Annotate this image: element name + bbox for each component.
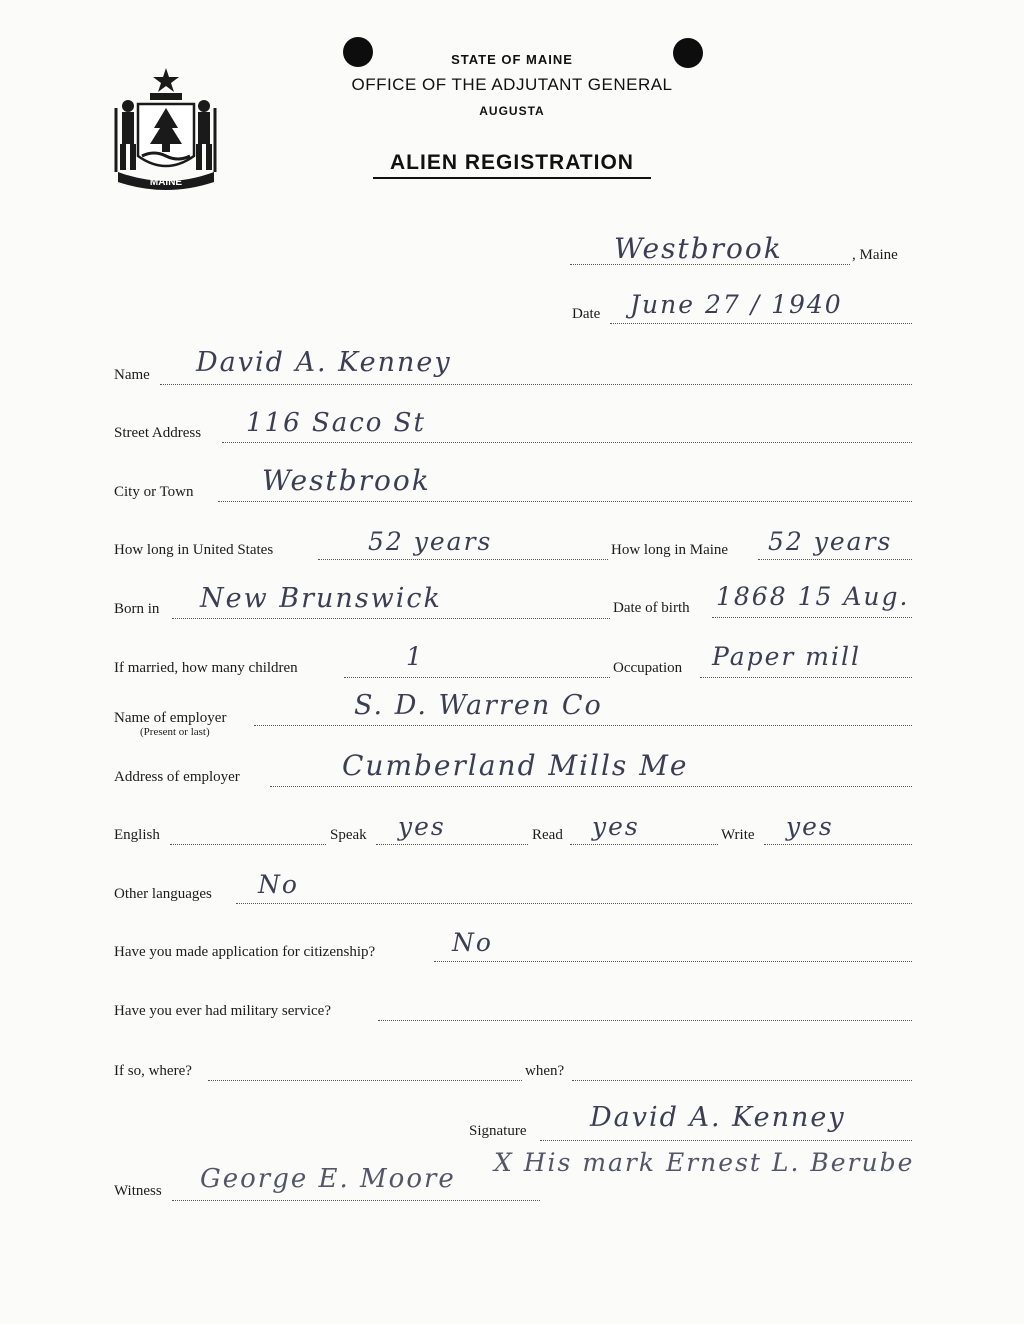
street-value: 116 Saco St [246, 408, 426, 438]
employer-sublabel: (Present or last) [140, 726, 210, 738]
citizenship-label: Have you made application for citizenship? [114, 944, 376, 960]
punch-hole-left [343, 37, 373, 67]
town-value: Westbrook [614, 232, 783, 265]
employer-address-value: Cumberland Mills Me [342, 749, 689, 782]
english-label: English [114, 827, 160, 843]
children-value: 1 [406, 642, 424, 671]
signature-value: David A. Kenney [590, 1102, 846, 1133]
employer-address-label: Address of employer [114, 769, 240, 785]
occupation-label: Occupation [613, 660, 683, 676]
dob-line [712, 616, 912, 618]
date-line [610, 322, 912, 324]
street-label: Street Address [114, 425, 202, 441]
maine-years-line [758, 558, 912, 560]
write-label: Write [721, 827, 755, 843]
page-title: ALIEN REGISTRATION [390, 151, 634, 174]
seal-banner-text: MAINE [149, 177, 183, 188]
dob-label: Date of birth [613, 600, 690, 616]
maine-years-value: 52 years [768, 527, 893, 556]
name-label: Name [114, 367, 150, 383]
occupation-value: Paper mill [712, 642, 861, 671]
read-label: Read [532, 827, 563, 843]
born-label: Born in [114, 601, 160, 617]
employer-label: Name of employer [114, 710, 227, 726]
citizenship-line [434, 960, 912, 962]
us-years-label: How long in United States [114, 542, 274, 558]
employer-line [254, 724, 912, 726]
street-line [222, 441, 912, 443]
witness-line [172, 1199, 540, 1201]
other-languages-line [236, 902, 912, 904]
when-label: when? [525, 1063, 565, 1079]
header-city: AUGUSTA [479, 104, 545, 118]
citizenship-value: No [452, 928, 493, 957]
military-line [378, 1019, 912, 1021]
employer-value: S. D. Warren Co [354, 690, 603, 721]
write-value: yes [786, 812, 834, 841]
date-label: Date [572, 306, 601, 322]
witness-label: Witness [114, 1183, 162, 1199]
date-value: June 27 / 1940 [630, 290, 843, 319]
city-value: Westbrook [262, 464, 431, 497]
maine-state-seal-icon [110, 64, 222, 194]
speak-value: yes [398, 812, 446, 841]
header-state: STATE OF MAINE [451, 52, 573, 67]
city-line [218, 500, 912, 502]
children-line [344, 676, 610, 678]
other-languages-label: Other languages [114, 886, 212, 902]
employer-address-line [270, 785, 912, 787]
where-label: If so, where? [114, 1063, 192, 1079]
us-years-value: 52 years [368, 527, 493, 556]
born-value: New Brunswick [200, 583, 442, 614]
when-line [572, 1079, 912, 1081]
military-label: Have you ever had military service? [114, 1003, 331, 1019]
born-line [172, 617, 610, 619]
dob-value: 1868 15 Aug. [716, 582, 910, 611]
read-line [570, 843, 718, 845]
where-line [208, 1079, 522, 1081]
signature-label: Signature [469, 1123, 527, 1139]
english-line [170, 843, 326, 845]
name-value: David A. Kenney [196, 347, 452, 378]
read-value: yes [592, 812, 640, 841]
witness-value: George E. Moore [200, 1164, 456, 1194]
name-line [160, 383, 912, 385]
mark-note: X His mark Ernest L. Berube [494, 1148, 915, 1177]
speak-line [376, 843, 528, 845]
header-office: OFFICE OF THE ADJUTANT GENERAL [351, 75, 673, 94]
punch-hole-right [673, 38, 703, 68]
us-years-line [318, 558, 608, 560]
signature-line [540, 1139, 912, 1141]
occupation-line [700, 676, 912, 678]
write-line [764, 843, 912, 845]
maine-years-label: How long in Maine [611, 542, 729, 558]
title-underline [373, 177, 651, 179]
children-label: If married, how many children [114, 660, 298, 676]
other-languages-value: No [258, 870, 299, 899]
city-label: City or Town [114, 484, 194, 500]
town-suffix: , Maine [852, 247, 898, 263]
speak-label: Speak [330, 827, 367, 843]
